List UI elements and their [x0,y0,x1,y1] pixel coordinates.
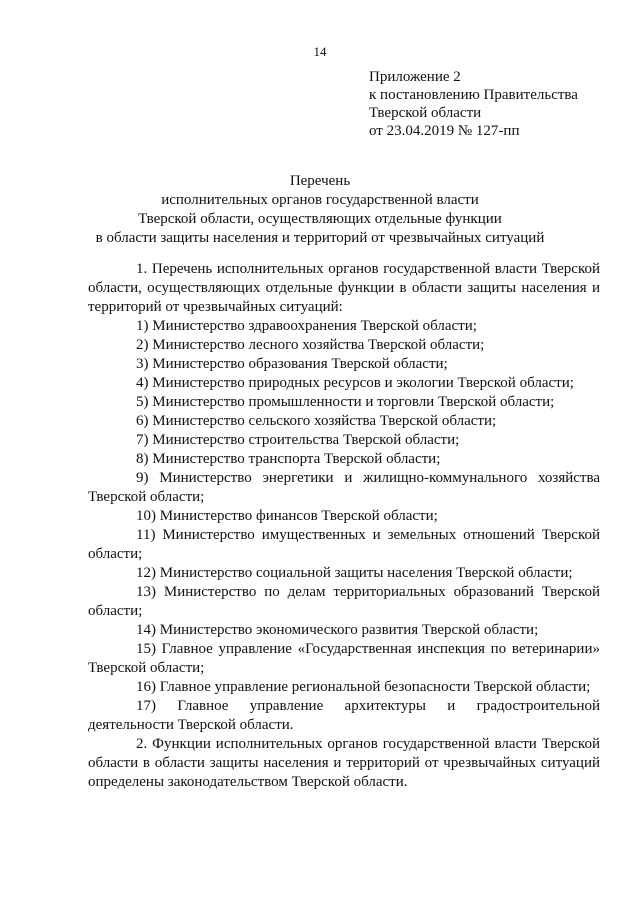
list-item: 1) Министерство здравоохранения Тверской области; [136,318,477,334]
list-item: 10) Министерство финансов Тверской области; [136,508,438,524]
list-item: 17) Главное управление архитектуры и градостроительной деятельности Тверской области. [88,698,600,733]
list-item: 4) Министерство природных ресурсов и экологии Тверской области; [136,375,574,391]
document-body [88,260,600,792]
list-item: 11) Министерство имущественных и земельных отношений Тверской области; [88,527,600,562]
document-title [90,172,550,248]
title-line-1: Перечень [289,173,351,189]
list-item: 8) Министерство транспорта Тверской области; [136,451,441,467]
title-line-4: в области защиты населения и территорий от чрезвычайных ситуаций [95,230,545,246]
paragraph-functions: 2. Функции исполнительных органов государственной власти Тверской области в области защиты населения и территорий от чрезвычайных ситуаций определены законодательством Тверской области. [88,736,600,790]
appendix-line-4: от 23.04.2019 № 127-пп [369,123,520,139]
list-item: 14) Министерство экономического развития Тверской области; [136,622,539,638]
list-item: 6) Министерство сельского хозяйства Тверской области; [136,413,497,429]
list-item: 2) Министерство лесного хозяйства Тверской области; [136,337,485,353]
appendix-line-3: Тверской области [369,105,482,121]
list-item: 16) Главное управление региональной безопасности Тверской области; [136,679,591,695]
paragraph-intro: 1. Перечень исполнительных органов государственной власти Тверской области, осуществляющих отдельные функции в области защиты населения и территорий от чрезвычайных ситуаций: [88,261,600,315]
appendix-line-2: к постановлению Правительства [369,87,578,103]
list-item: 12) Министерство социальной защиты населения Тверской области; [136,565,573,581]
list-item: 9) Министерство энергетики и жилищно-коммунального хозяйства Тверской области; [88,470,600,505]
appendix-header [369,68,578,140]
list-item: 5) Министерство промышленности и торговли Тверской области; [136,394,555,410]
list-item: 3) Министерство образования Тверской области; [136,356,448,372]
appendix-line-1: Приложение 2 [369,69,461,85]
title-line-2: исполнительных органов государственной власти [161,192,479,208]
list-item: 13) Министерство по делам территориальных образований Тверской области; [88,584,600,619]
title-line-3: Тверской области, осуществляющих отдельные функции [138,211,502,227]
page-number: 14 [313,44,327,59]
list-item: 15) Главное управление «Государственная инспекция по ветеринарии» Тверской области; [88,641,600,676]
list-item: 7) Министерство строительства Тверской области; [136,432,460,448]
